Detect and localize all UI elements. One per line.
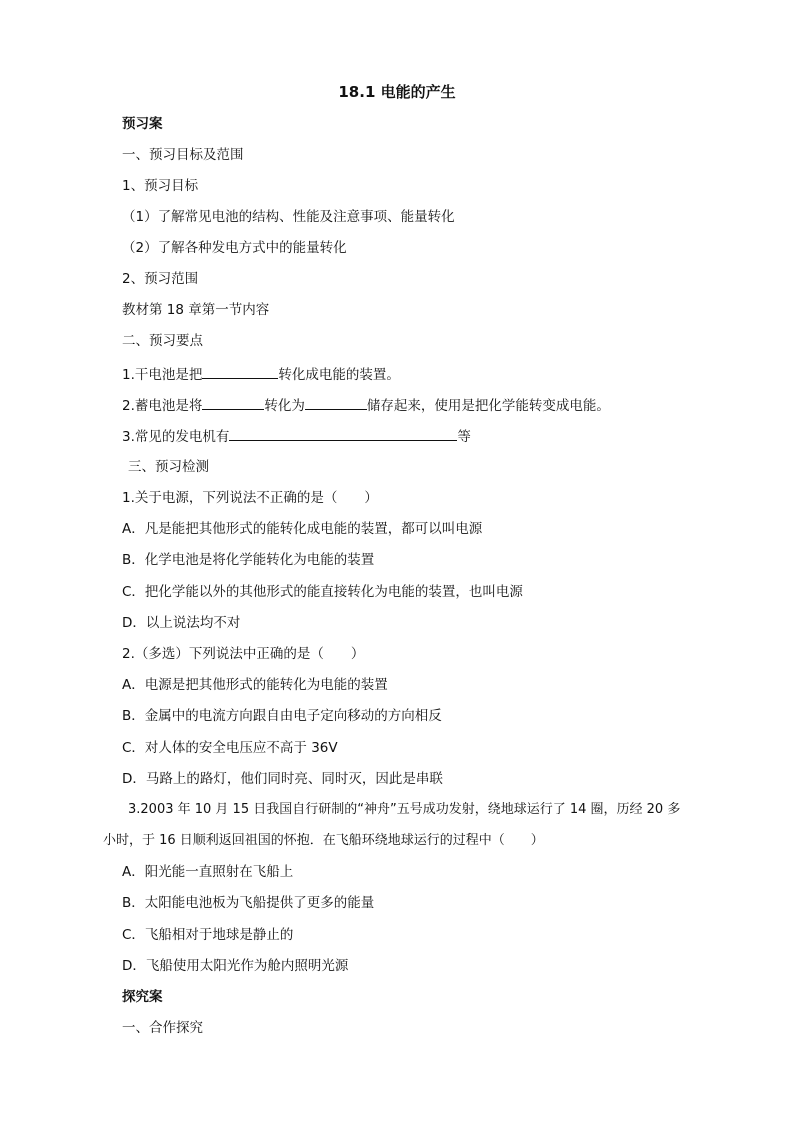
point-3-text-a: 3.常见的发电机有 [122, 429, 230, 445]
point-1-text-a: 1.干电池是把 [122, 367, 203, 383]
question-2-option-a: A．电源是把其他形式的能转化为电能的装置 [122, 677, 388, 693]
explore-section-1-heading: 一、合作探究 [122, 1020, 203, 1036]
question-1-option-c: C．把化学能以外的其他形式的能直接转化为电能的装置，也叫电源 [122, 584, 523, 600]
range-text: 教材第 18 章第一节内容 [122, 302, 270, 318]
point-1 [122, 364, 400, 384]
question-3-option-d: D．飞船使用太阳光作为舱内照明光源 [122, 958, 349, 974]
page-title: 18.1 电能的产生 [338, 83, 456, 101]
section-1-heading: 一、预习目标及范围 [122, 147, 244, 163]
preview-heading: 预习案 [122, 116, 163, 132]
goal-item-2: （2）了解各种发电方式中的能量转化 [122, 240, 347, 256]
fill-blank-2[interactable] [202, 395, 264, 410]
question-2-option-d: D．马路上的路灯，他们同时亮、同时灭，因此是串联 [122, 771, 443, 787]
question-3-stem-line-1: 3.2003 年 10 月 15 日我国自行研制的“神舟”五号成功发射，绕地球运行了 14 圈，历经 20 多 [128, 802, 681, 817]
question-3-option-b: B．太阳能电池板为飞船提供了更多的能量 [122, 895, 375, 911]
point-2-text-b: 转化为 [264, 398, 305, 414]
section-3-heading: 三、预习检测 [128, 459, 209, 475]
fill-blank-3[interactable] [305, 395, 367, 410]
question-3-option-a: A．阳光能一直照射在飞船上 [122, 864, 294, 880]
point-3-text-b: 等 [457, 429, 471, 445]
question-1-option-a: A．凡是能把其他形式的能转化成电能的装置，都可以叫电源 [122, 521, 483, 537]
point-1-text-b: 转化成电能的装置。 [278, 367, 400, 383]
question-1-option-b: B．化学电池是将化学能转化为电能的装置 [122, 552, 375, 568]
question-3-stem-line-2: 小时，于 16 日顺利返回祖国的怀抱．在飞船环绕地球运行的过程中（ ） [103, 833, 544, 848]
question-1-stem: 1.关于电源，下列说法不正确的是（ ） [122, 490, 378, 506]
question-2-option-b: B．金属中的电流方向跟自由电子定向移动的方向相反 [122, 708, 442, 724]
range-heading: 2、预习范围 [122, 271, 199, 287]
point-2-text-c: 储存起来，使用是把化学能转变成电能。 [366, 398, 610, 414]
goal-heading: 1、预习目标 [122, 178, 199, 194]
point-2 [122, 395, 610, 415]
question-2-option-c: C．对人体的安全电压应不高于 36V [122, 740, 338, 756]
point-3 [122, 426, 471, 446]
point-2-text-a: 2.蓄电池是将 [122, 398, 203, 414]
section-2-heading: 二、预习要点 [122, 333, 203, 349]
goal-item-1: （1）了解常见电池的结构、性能及注意事项、能量转化 [122, 209, 455, 225]
question-3-option-c: C．飞船相对于地球是静止的 [122, 927, 294, 943]
question-2-stem: 2.（多选）下列说法中正确的是（ ） [122, 646, 365, 662]
fill-blank-1[interactable] [202, 364, 278, 379]
fill-blank-4[interactable] [229, 426, 457, 441]
explore-heading: 探究案 [122, 989, 163, 1005]
question-1-option-d: D．以上说法均不对 [122, 615, 241, 631]
